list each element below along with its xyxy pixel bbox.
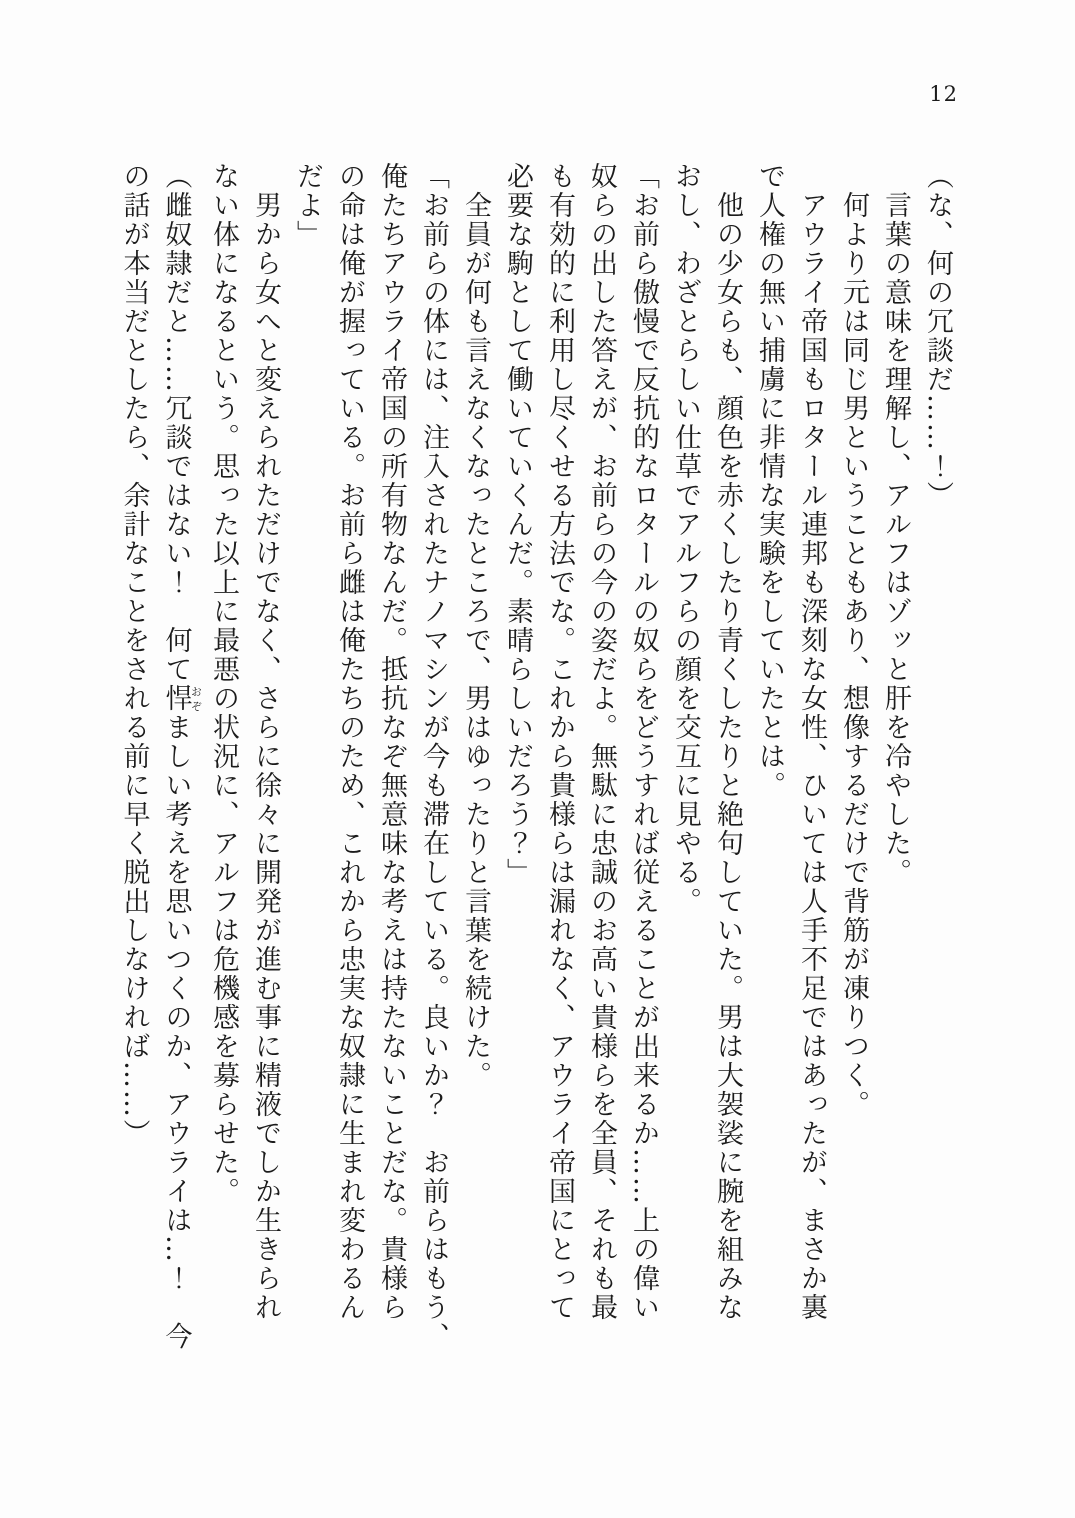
text-line: の話が本当だとしたら、余計なことをされる前に早く脱出しなければ……） (118, 162, 150, 1148)
text-line: 全員が何も言えなくなったところで、男はゆったりと言葉を続けた。 (460, 162, 491, 1090)
text-line: で人権の無い捕虜に非情な実験をしていたとは。 (754, 162, 785, 800)
text-line: 必要な駒として働いていくんだ。素晴らしいだろう？」 (502, 162, 533, 887)
text-line: 言葉の意味を理解し、アルフはゾッと肝を冷やした。 (880, 162, 911, 887)
text-line: アウライ帝国もロタール連邦も深刻な女性、ひいては人手不足ではあったが、まさか裏 (796, 162, 827, 1322)
text-line: ない体になるという。思った以上に最悪の状況に、アルフは危機感を募らせた。 (208, 162, 239, 1206)
text-line: （な、何の冗談だ……！） (922, 162, 953, 510)
text-line: も有効的に利用し尽くせる方法でな。これから貴様らは漏れなく、アウライ帝国にとって (544, 162, 575, 1322)
vertical-text-block (113, 162, 959, 1377)
text-line: 奴らの出した答えが、お前らの今の姿だよ。無駄に忠誠のお高い貴様らを全員、それも最 (586, 162, 617, 1322)
page-number: 12 (929, 82, 958, 106)
text-line: 男から女へと変えられただけでなく、さらに徐々に開発が進む事に精液でしか生きられ (250, 162, 281, 1322)
text-line: 「お前らの体には、注入されたナノマシンが今も滞在している。良いか？ お前らはもう、 (418, 162, 449, 1351)
text-line: おし、わざとらしい仕草でアルフらの顔を交互に見やる。 (670, 162, 701, 916)
text-line: だよ」 (292, 162, 323, 249)
text-line: （雌奴隷だと……冗談ではない！ 何て悍おぞましい考えを思いつくのか、アウライは…！ 今 (160, 162, 203, 1351)
text-line: 他の少女らも、顔色を赤くしたり青くしたりと絶句していた。男は大袈裟に腕を組みな (712, 162, 743, 1322)
text-line: 何より元は同じ男ということもあり、想像するだけで背筋が凍りつく。 (838, 162, 869, 1119)
text-line: 俺たちアウライ帝国の所有物なんだ。抵抗なぞ無意味な考えは持たないことだな。貴様ら (376, 162, 407, 1322)
text-line: の命は俺が握っている。お前ら雌は俺たちのため、これから忠実な奴隷に生まれ変わるん (334, 162, 365, 1322)
text-line: 「お前ら傲慢で反抗的なロタールの奴らをどうすれば従えることが出来るか……上の偉い (628, 162, 659, 1322)
ruby-annotation: 悍おぞ (160, 684, 203, 713)
